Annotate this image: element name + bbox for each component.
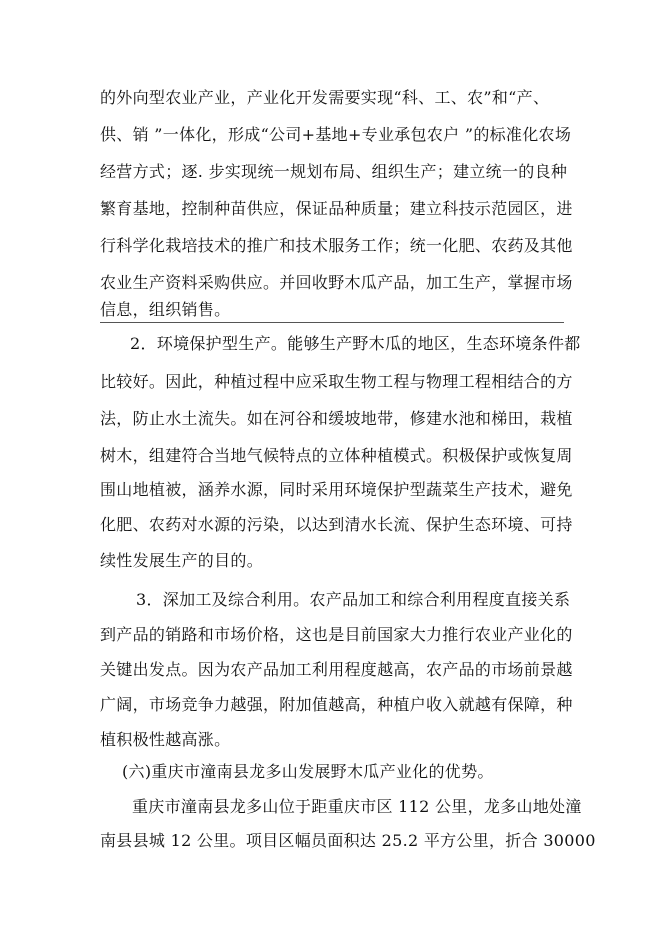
paragraph-line: 化肥、农药对水源的污染，以达到清水长流、保护生态环境、可持 (100, 515, 573, 534)
paragraph-line: 广阔，市场竞争力越强，附加值越高，种植户收入就越有保障，种 (100, 695, 573, 714)
paragraph-line: 法，防止水土流失。如在河谷和缓坡地带，修建水池和梯田，栽植 (100, 409, 573, 428)
paragraph-line: 关键出发点。因为农产品加工利用程度越高，农产品的市场前景越 (100, 660, 573, 679)
horizontal-divider (100, 322, 564, 323)
section-heading: (六)重庆市潼南县龙多山发展野木瓜产业化的优势。 (122, 762, 494, 781)
paragraph-line: 到产品的销路和市场价格，这也是目前国家大力推行农业产业化的 (100, 625, 573, 644)
paragraph-line: 2．环境保护型生产。能够生产野木瓜的地区，生态环境条件都 (130, 334, 581, 353)
paragraph-line: 南县县城 12 公里。项目区幅员面积达 25.2 平方公里，折合 30000 (100, 831, 596, 850)
paragraph-line: 供、销 ”一体化，形成“公司+基地+专业承包农户 ”的标准化农场 (100, 125, 572, 144)
paragraph-line: 繁育基地，控制种苗供应，保证品种质量；建立科技示范园区，进 (100, 199, 573, 218)
paragraph-line: 植积极性越高涨。 (100, 730, 231, 749)
paragraph-line: 树木，组建符合当地气候特点的立体种植模式。积极保护或恢复周 (100, 446, 573, 465)
paragraph-line: 比较好。因此，种植过程中应采取生物工程与物理工程相结合的方 (100, 372, 573, 391)
paragraph-line: 信息，组织销售。 (100, 300, 231, 319)
paragraph-line: 续性发展生产的目的。 (100, 551, 264, 570)
paragraph-line: 行科学化栽培技术的推广和技术服务工作；统一化肥、农药及其他 (100, 236, 573, 255)
paragraph-line: 围山地植被，涵养水源，同时采用环境保护型蔬菜生产技术，避免 (100, 480, 573, 499)
paragraph-line: 重庆市潼南县龙多山位于距重庆市区 112 公里，龙多山地处潼 (132, 797, 582, 816)
paragraph-line: 3．深加工及综合利用。农产品加工和综合利用程度直接关系 (136, 590, 571, 609)
paragraph-line: 的外向型农业产业，产业化开发需要实现“科、工、农”和“产、 (100, 88, 550, 107)
paragraph-line: 经营方式；逐. 步实现统一规划布局、组织生产；建立统一的良种 (100, 162, 568, 181)
paragraph-line: 农业生产资料采购供应。并回收野木瓜产品，加工生产，掌握市场 (100, 273, 573, 292)
